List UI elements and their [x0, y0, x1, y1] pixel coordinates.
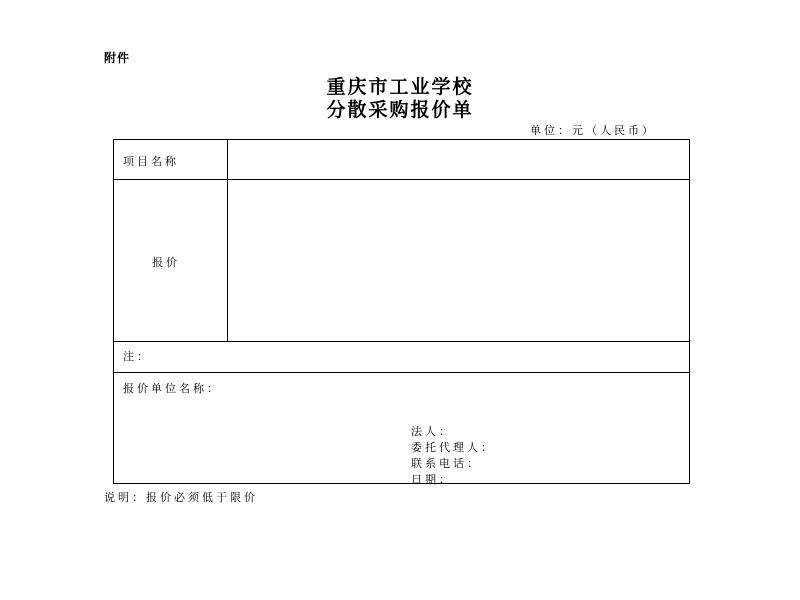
- date-label: 日期：: [411, 473, 453, 486]
- legal-person-label: 法人：: [411, 425, 453, 438]
- document-title: 重庆市工业学校: [326, 76, 474, 98]
- quotation-form-table: [113, 139, 690, 484]
- quoting-unit-label: 报价单位名称：: [123, 382, 221, 395]
- project-name-label: 项目名称: [123, 155, 179, 168]
- explanation-note: 说明：报价必须低于限价: [104, 491, 258, 504]
- phone-label: 联系电话：: [411, 457, 481, 470]
- row-divider-1: [114, 179, 689, 180]
- quote-label: 报价: [152, 256, 180, 269]
- agent-label: 委托代理人：: [411, 441, 495, 454]
- document-subtitle: 分散采购报价单: [326, 99, 474, 121]
- currency-unit-note: 单位：元（人民币）: [530, 124, 656, 137]
- attachment-label: 附件: [104, 51, 131, 65]
- note-label: 注：: [123, 350, 151, 363]
- quote-field[interactable]: [238, 190, 678, 330]
- column-divider: [227, 140, 228, 341]
- row-divider-3: [114, 372, 689, 373]
- row-divider-2: [114, 341, 689, 342]
